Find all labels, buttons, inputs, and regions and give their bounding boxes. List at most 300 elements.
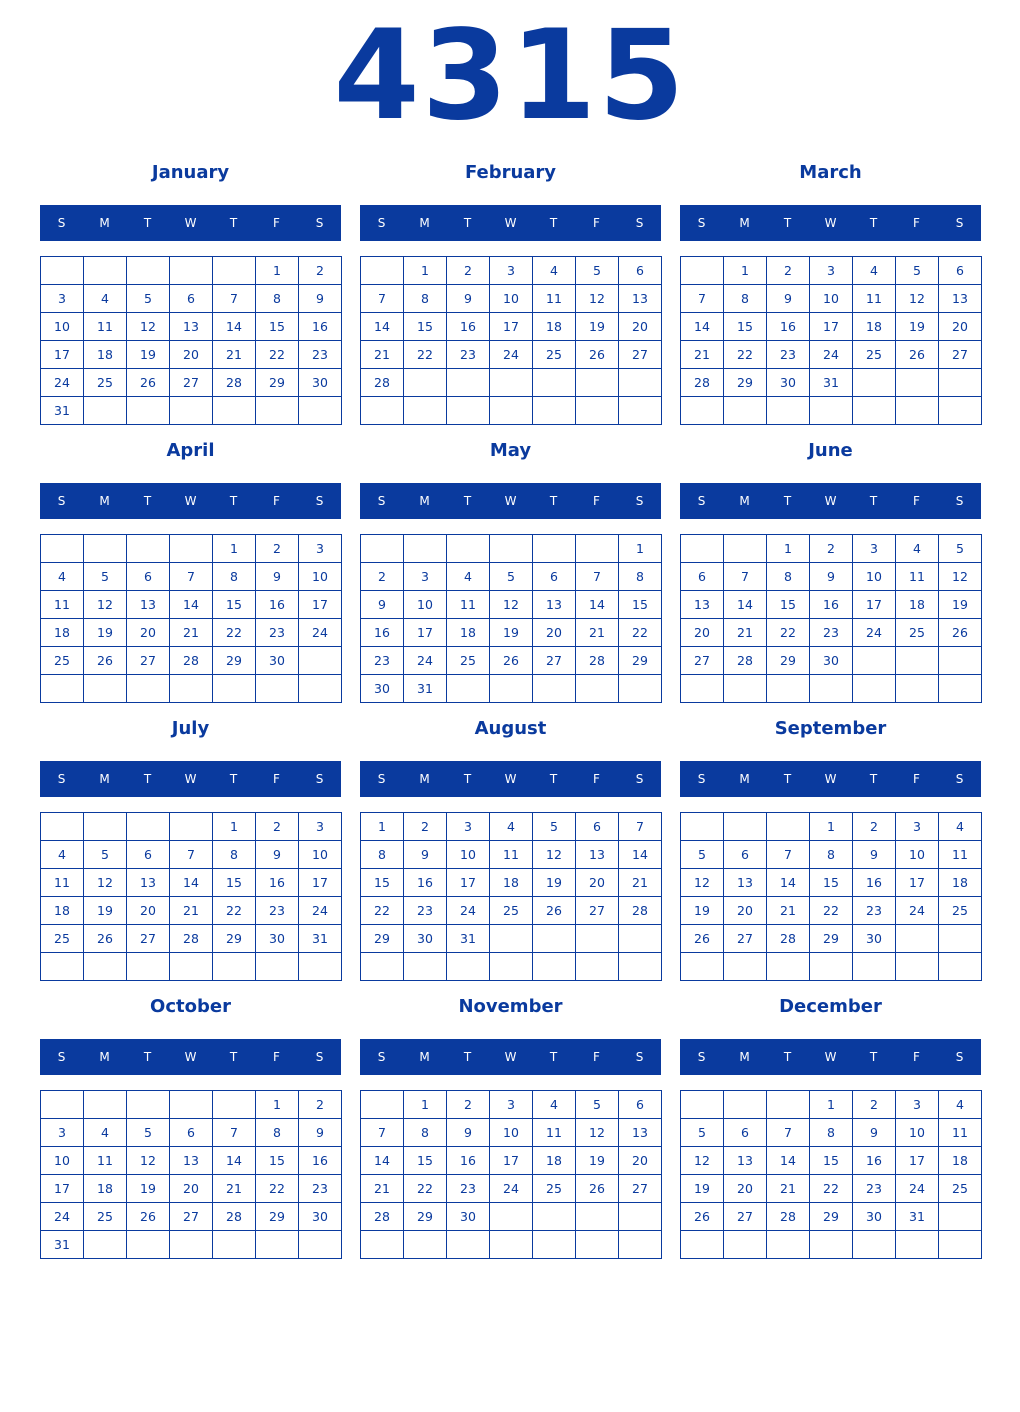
empty-day-cell	[213, 1091, 256, 1119]
empty-day-cell	[767, 675, 810, 703]
day-cell: 1	[404, 1091, 447, 1119]
day-cell: 14	[767, 1147, 810, 1175]
empty-day-cell	[533, 925, 576, 953]
day-cell: 22	[361, 897, 404, 925]
day-cell: 5	[896, 257, 939, 285]
weekday-label: S	[57, 1050, 66, 1064]
day-cell: 31	[896, 1203, 939, 1231]
day-cell: 7	[619, 813, 662, 841]
day-cell: 6	[619, 257, 662, 285]
day-cell: 27	[724, 1203, 767, 1231]
day-cell: 23	[256, 897, 299, 925]
day-cell: 12	[84, 869, 127, 897]
day-cell: 29	[213, 647, 256, 675]
empty-day-cell	[681, 1091, 724, 1119]
day-cell: 17	[299, 591, 342, 619]
day-cell: 14	[361, 1147, 404, 1175]
weekday-label: F	[913, 494, 920, 508]
day-cell: 5	[127, 1119, 170, 1147]
day-cell: 18	[447, 619, 490, 647]
empty-day-cell	[299, 953, 342, 981]
day-cell: 21	[576, 619, 619, 647]
weekday-label: W	[184, 494, 197, 508]
day-cell: 18	[84, 341, 127, 369]
empty-day-cell	[256, 1231, 299, 1259]
weekday-label: W	[504, 216, 517, 230]
day-cell: 29	[361, 925, 404, 953]
day-cell: 16	[256, 591, 299, 619]
day-cell: 8	[404, 285, 447, 313]
day-cell: 8	[404, 1119, 447, 1147]
weekday-label: S	[635, 1050, 644, 1064]
day-cell: 25	[84, 1203, 127, 1231]
empty-day-cell	[767, 1231, 810, 1259]
empty-day-cell	[724, 953, 767, 981]
day-cell: 29	[256, 1203, 299, 1231]
day-cell: 18	[939, 1147, 982, 1175]
empty-day-cell	[447, 675, 490, 703]
weekday-label: M	[99, 772, 110, 786]
empty-day-cell	[533, 369, 576, 397]
empty-day-cell	[853, 953, 896, 981]
day-cell: 15	[810, 869, 853, 897]
day-cell: 7	[767, 1119, 810, 1147]
day-cell: 16	[810, 591, 853, 619]
day-cell: 17	[41, 341, 84, 369]
day-cell: 25	[533, 1175, 576, 1203]
day-cell: 13	[127, 869, 170, 897]
empty-day-cell	[853, 369, 896, 397]
day-cell: 1	[619, 535, 662, 563]
day-cell: 18	[853, 313, 896, 341]
day-cell: 24	[299, 619, 342, 647]
day-cell: 10	[490, 285, 533, 313]
day-cell: 31	[299, 925, 342, 953]
day-cell: 12	[127, 313, 170, 341]
empty-day-cell	[84, 535, 127, 563]
day-cell: 7	[170, 563, 213, 591]
empty-day-cell	[84, 813, 127, 841]
day-cell: 4	[84, 285, 127, 313]
weekday-label: F	[593, 494, 600, 508]
day-cell: 16	[404, 869, 447, 897]
day-cell: 1	[767, 535, 810, 563]
day-cell: 5	[681, 841, 724, 869]
day-cell: 8	[256, 1119, 299, 1147]
weekday-label: M	[99, 1050, 110, 1064]
empty-day-cell	[84, 397, 127, 425]
weekday-label: M	[739, 1050, 750, 1064]
empty-day-cell	[619, 953, 662, 981]
weekday-label: F	[913, 1050, 920, 1064]
empty-day-cell	[939, 675, 982, 703]
day-cell: 6	[127, 841, 170, 869]
empty-day-cell	[127, 953, 170, 981]
day-cell: 26	[127, 369, 170, 397]
day-cell: 16	[361, 619, 404, 647]
month-name: November	[458, 996, 563, 1017]
day-grid	[360, 812, 662, 981]
day-cell: 5	[84, 563, 127, 591]
day-cell: 29	[724, 369, 767, 397]
empty-day-cell	[490, 953, 533, 981]
day-cell: 11	[41, 869, 84, 897]
empty-day-cell	[896, 953, 939, 981]
day-cell: 14	[170, 591, 213, 619]
weekday-label: T	[869, 494, 878, 508]
day-cell: 27	[681, 647, 724, 675]
day-cell: 3	[490, 257, 533, 285]
day-cell: 27	[724, 925, 767, 953]
empty-day-cell	[576, 953, 619, 981]
empty-day-cell	[299, 647, 342, 675]
day-cell: 22	[256, 1175, 299, 1203]
day-cell: 13	[619, 285, 662, 313]
weekday-label: S	[377, 216, 386, 230]
day-cell: 11	[939, 841, 982, 869]
day-cell: 31	[447, 925, 490, 953]
day-cell: 27	[619, 341, 662, 369]
weekday-label: W	[184, 1050, 197, 1064]
empty-day-cell	[256, 953, 299, 981]
day-cell: 3	[41, 285, 84, 313]
day-cell: 16	[853, 869, 896, 897]
day-cell: 2	[767, 257, 810, 285]
day-cell: 6	[576, 813, 619, 841]
day-cell: 8	[767, 563, 810, 591]
day-cell: 5	[576, 1091, 619, 1119]
day-cell: 12	[939, 563, 982, 591]
day-cell: 10	[490, 1119, 533, 1147]
day-cell: 5	[576, 257, 619, 285]
weekday-label: W	[504, 772, 517, 786]
day-cell: 4	[490, 813, 533, 841]
day-cell: 3	[853, 535, 896, 563]
day-cell: 19	[84, 619, 127, 647]
empty-day-cell	[576, 925, 619, 953]
empty-day-cell	[404, 1231, 447, 1259]
weekday-label: M	[419, 1050, 430, 1064]
weekday-label: T	[549, 772, 558, 786]
day-cell: 27	[939, 341, 982, 369]
day-cell: 22	[810, 897, 853, 925]
weekday-label: S	[635, 494, 644, 508]
empty-day-cell	[576, 1231, 619, 1259]
weekday-label: T	[229, 1050, 238, 1064]
day-cell: 23	[853, 1175, 896, 1203]
day-cell: 14	[213, 1147, 256, 1175]
day-cell: 20	[619, 313, 662, 341]
empty-day-cell	[724, 1091, 767, 1119]
weekday-label: T	[229, 494, 238, 508]
empty-day-cell	[853, 1231, 896, 1259]
weekday-header	[360, 205, 661, 241]
weekday-label: T	[143, 1050, 152, 1064]
empty-day-cell	[724, 397, 767, 425]
day-cell: 19	[681, 897, 724, 925]
empty-day-cell	[84, 1091, 127, 1119]
empty-day-cell	[213, 257, 256, 285]
weekday-label: M	[419, 772, 430, 786]
day-cell: 7	[724, 563, 767, 591]
empty-day-cell	[681, 953, 724, 981]
day-cell: 16	[299, 313, 342, 341]
day-cell: 1	[810, 1091, 853, 1119]
empty-day-cell	[767, 813, 810, 841]
month-name: December	[779, 996, 882, 1017]
day-cell: 16	[853, 1147, 896, 1175]
weekday-label: S	[377, 494, 386, 508]
day-cell: 23	[404, 897, 447, 925]
day-cell: 25	[896, 619, 939, 647]
day-cell: 3	[447, 813, 490, 841]
day-cell: 1	[256, 1091, 299, 1119]
day-cell: 28	[170, 925, 213, 953]
day-cell: 14	[619, 841, 662, 869]
weekday-label: S	[955, 772, 964, 786]
weekday-label: F	[593, 772, 600, 786]
day-cell: 20	[619, 1147, 662, 1175]
day-cell: 30	[853, 1203, 896, 1231]
day-cell: 25	[533, 341, 576, 369]
day-cell: 3	[404, 563, 447, 591]
weekday-label: S	[315, 494, 324, 508]
day-cell: 15	[404, 1147, 447, 1175]
weekday-header	[680, 483, 981, 519]
empty-day-cell	[127, 1231, 170, 1259]
weekday-label: F	[273, 772, 280, 786]
empty-day-cell	[767, 953, 810, 981]
day-cell: 17	[404, 619, 447, 647]
weekday-label: S	[955, 494, 964, 508]
day-cell: 25	[939, 1175, 982, 1203]
empty-day-cell	[41, 1091, 84, 1119]
day-cell: 23	[299, 341, 342, 369]
day-grid	[680, 256, 982, 425]
weekday-label: T	[869, 1050, 878, 1064]
day-cell: 7	[576, 563, 619, 591]
day-cell: 2	[256, 813, 299, 841]
calendar-year-title: 4315	[333, 4, 687, 148]
day-cell: 9	[447, 285, 490, 313]
empty-day-cell	[939, 953, 982, 981]
weekday-header	[680, 1039, 981, 1075]
day-cell: 19	[490, 619, 533, 647]
weekday-label: M	[99, 216, 110, 230]
day-grid	[360, 1090, 662, 1259]
day-cell: 12	[576, 285, 619, 313]
day-cell: 6	[619, 1091, 662, 1119]
day-cell: 2	[447, 257, 490, 285]
day-cell: 30	[447, 1203, 490, 1231]
day-cell: 10	[404, 591, 447, 619]
day-cell: 4	[533, 1091, 576, 1119]
empty-day-cell	[490, 675, 533, 703]
day-cell: 26	[576, 1175, 619, 1203]
day-cell: 7	[213, 285, 256, 313]
weekday-label: S	[57, 772, 66, 786]
day-cell: 28	[619, 897, 662, 925]
day-cell: 27	[576, 897, 619, 925]
day-cell: 8	[361, 841, 404, 869]
weekday-label: S	[57, 216, 66, 230]
day-cell: 1	[724, 257, 767, 285]
day-cell: 20	[533, 619, 576, 647]
day-cell: 17	[896, 869, 939, 897]
empty-day-cell	[853, 675, 896, 703]
day-cell: 18	[533, 1147, 576, 1175]
day-cell: 23	[853, 897, 896, 925]
empty-day-cell	[41, 257, 84, 285]
day-cell: 2	[361, 563, 404, 591]
weekday-header	[360, 1039, 661, 1075]
day-cell: 17	[490, 313, 533, 341]
empty-day-cell	[533, 1203, 576, 1231]
day-cell: 5	[939, 535, 982, 563]
day-grid	[680, 812, 982, 981]
day-cell: 28	[213, 369, 256, 397]
day-cell: 25	[84, 369, 127, 397]
day-cell: 19	[576, 1147, 619, 1175]
empty-day-cell	[404, 535, 447, 563]
day-cell: 12	[576, 1119, 619, 1147]
day-cell: 8	[724, 285, 767, 313]
weekday-label: S	[635, 772, 644, 786]
day-cell: 17	[896, 1147, 939, 1175]
day-cell: 20	[724, 1175, 767, 1203]
weekday-header	[680, 761, 981, 797]
weekday-label: M	[419, 494, 430, 508]
day-cell: 13	[724, 1147, 767, 1175]
month-name: January	[151, 162, 230, 183]
day-cell: 2	[256, 535, 299, 563]
day-cell: 18	[41, 897, 84, 925]
day-cell: 6	[724, 1119, 767, 1147]
day-cell: 19	[84, 897, 127, 925]
day-cell: 9	[447, 1119, 490, 1147]
day-cell: 23	[256, 619, 299, 647]
day-cell: 17	[490, 1147, 533, 1175]
weekday-label: W	[504, 494, 517, 508]
day-cell: 28	[361, 1203, 404, 1231]
day-cell: 22	[810, 1175, 853, 1203]
day-cell: 29	[767, 647, 810, 675]
day-cell: 17	[853, 591, 896, 619]
day-cell: 31	[810, 369, 853, 397]
day-cell: 4	[84, 1119, 127, 1147]
day-cell: 11	[84, 313, 127, 341]
empty-day-cell	[127, 1091, 170, 1119]
day-cell: 24	[490, 341, 533, 369]
day-cell: 19	[896, 313, 939, 341]
day-cell: 3	[810, 257, 853, 285]
empty-day-cell	[681, 1231, 724, 1259]
day-cell: 2	[404, 813, 447, 841]
day-cell: 21	[767, 1175, 810, 1203]
day-cell: 13	[724, 869, 767, 897]
empty-day-cell	[84, 675, 127, 703]
empty-day-cell	[939, 1231, 982, 1259]
day-cell: 26	[939, 619, 982, 647]
day-grid	[40, 812, 342, 981]
weekday-label: W	[824, 216, 837, 230]
day-cell: 26	[84, 925, 127, 953]
day-cell: 10	[41, 1147, 84, 1175]
day-cell: 30	[810, 647, 853, 675]
empty-day-cell	[447, 953, 490, 981]
weekday-label: S	[697, 494, 706, 508]
day-cell: 26	[896, 341, 939, 369]
weekday-label: S	[955, 1050, 964, 1064]
day-cell: 13	[576, 841, 619, 869]
day-cell: 3	[41, 1119, 84, 1147]
day-cell: 9	[404, 841, 447, 869]
day-cell: 19	[127, 341, 170, 369]
day-cell: 19	[681, 1175, 724, 1203]
empty-day-cell	[490, 925, 533, 953]
day-grid	[680, 1090, 982, 1259]
empty-day-cell	[810, 675, 853, 703]
empty-day-cell	[681, 535, 724, 563]
empty-day-cell	[681, 675, 724, 703]
day-cell: 9	[810, 563, 853, 591]
empty-day-cell	[447, 535, 490, 563]
empty-day-cell	[939, 397, 982, 425]
day-cell: 29	[256, 369, 299, 397]
day-cell: 16	[447, 1147, 490, 1175]
day-cell: 6	[127, 563, 170, 591]
day-cell: 4	[41, 563, 84, 591]
day-cell: 2	[447, 1091, 490, 1119]
weekday-label: S	[315, 216, 324, 230]
day-cell: 12	[127, 1147, 170, 1175]
empty-day-cell	[896, 369, 939, 397]
empty-day-cell	[896, 397, 939, 425]
month-name: June	[808, 440, 853, 461]
weekday-label: S	[955, 216, 964, 230]
day-cell: 24	[896, 1175, 939, 1203]
day-cell: 9	[299, 285, 342, 313]
empty-day-cell	[361, 535, 404, 563]
empty-day-cell	[299, 675, 342, 703]
day-cell: 2	[299, 1091, 342, 1119]
empty-day-cell	[576, 397, 619, 425]
empty-day-cell	[724, 1231, 767, 1259]
empty-day-cell	[619, 369, 662, 397]
empty-day-cell	[490, 369, 533, 397]
day-cell: 24	[896, 897, 939, 925]
day-cell: 1	[404, 257, 447, 285]
weekday-label: T	[143, 772, 152, 786]
weekday-label: M	[739, 494, 750, 508]
weekday-label: W	[824, 1050, 837, 1064]
day-cell: 27	[127, 647, 170, 675]
day-cell: 3	[896, 1091, 939, 1119]
day-cell: 8	[810, 1119, 853, 1147]
day-cell: 22	[767, 619, 810, 647]
month-name: April	[166, 440, 215, 461]
day-cell: 26	[127, 1203, 170, 1231]
empty-day-cell	[299, 1231, 342, 1259]
empty-day-cell	[681, 397, 724, 425]
empty-day-cell	[896, 675, 939, 703]
weekday-label: S	[697, 772, 706, 786]
empty-day-cell	[767, 397, 810, 425]
day-cell: 30	[299, 1203, 342, 1231]
weekday-label: W	[184, 772, 197, 786]
day-cell: 28	[681, 369, 724, 397]
empty-day-cell	[127, 535, 170, 563]
